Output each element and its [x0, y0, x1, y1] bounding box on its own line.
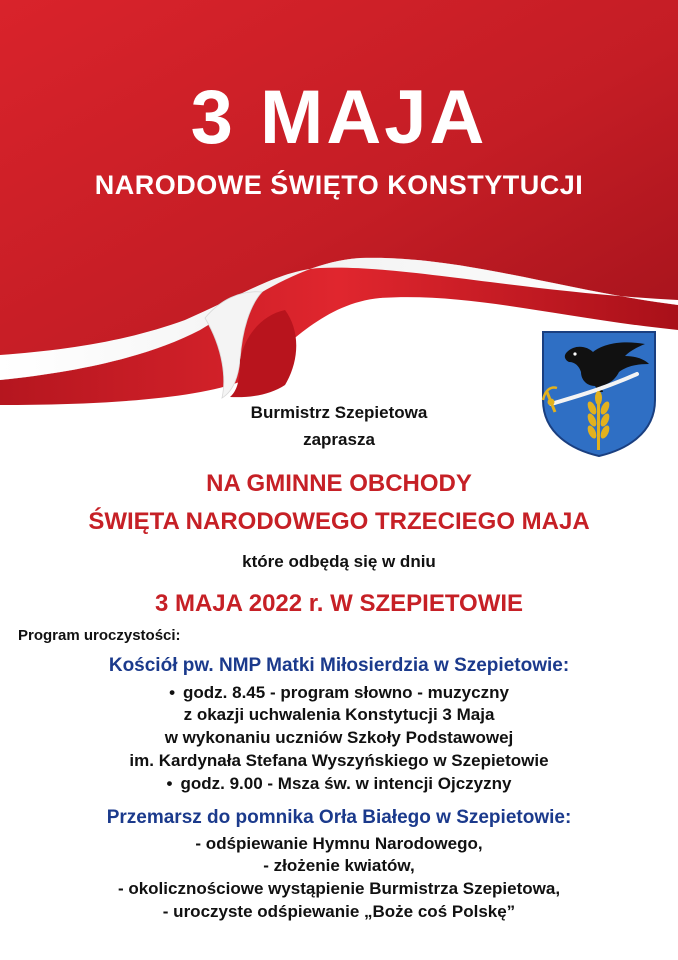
march-program-line: - uroczyste odśpiewanie „Boże coś Polskę” [162, 902, 516, 921]
page-subtitle: NARODOWE ŚWIĘTO KONSTYTUCJI [94, 170, 584, 200]
march-program-line: - okolicznościowe wystąpienie Burmistrza Szepietowa, [117, 879, 561, 898]
program-heading: Program uroczystości: [18, 627, 181, 644]
event-title-line1: NA GMINNE OBCHODY [206, 470, 472, 497]
page-title: 3 MAJA [190, 75, 488, 160]
march-section-heading: Przemarsz do pomnika Orła Białego w Szepietowie: [106, 807, 572, 828]
march-program-line: - odśpiewanie Hymnu Narodowego, [195, 834, 483, 853]
invites-text: zaprasza [303, 430, 375, 449]
church-program-line: w wykonaniu uczniów Szkoły Podstawowej [164, 728, 514, 747]
when-intro-text: które odbędą się w dniu [242, 552, 436, 571]
church-program-line: • godz. 8.45 - program słowno - muzyczny [0, 684, 678, 701]
church-program-line: • godz. 9.00 - Msza św. w intencji Ojczyzny [0, 775, 678, 792]
date-place-text: 3 MAJA 2022 r. W SZEPIETOWIE [154, 590, 524, 617]
event-title-line2: ŚWIĘTA NARODOWEGO TRZECIEGO MAJA [88, 508, 590, 535]
march-program-line: - złożenie kwiatów, [263, 856, 415, 875]
church-program-line: im. Kardynała Stefana Wyszyńskiego w Szepietowie [129, 751, 549, 770]
church-section-heading: Kościół pw. NMP Matki Miłosierdzia w Szepietowie: [108, 655, 570, 676]
host-text: Burmistrz Szepietowa [250, 403, 428, 422]
church-program-line: z okazji uchwalenia Konstytucji 3 Maja [183, 705, 495, 724]
